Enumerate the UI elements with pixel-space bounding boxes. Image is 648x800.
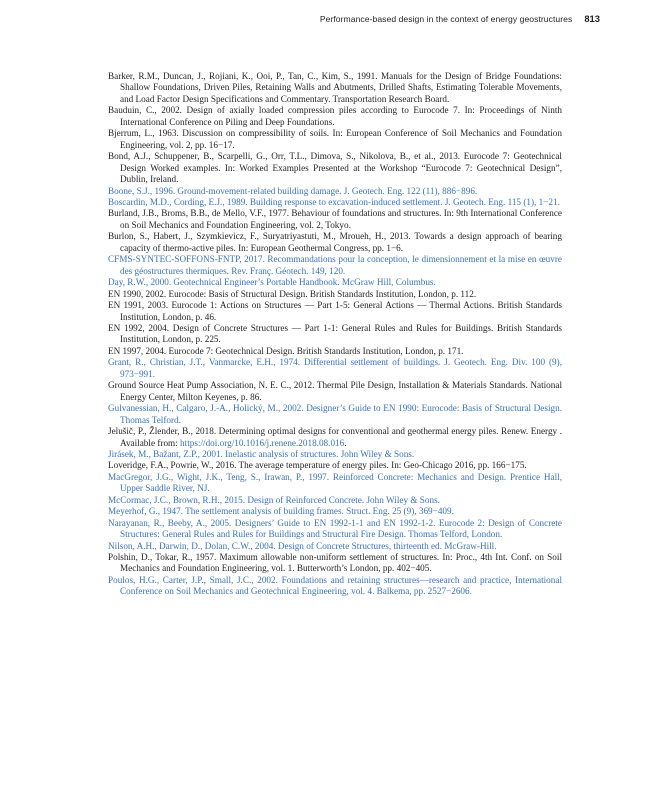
reference-text: Boone, S.J., 1996. Ground-movement-related building damage. J. Geotech. Eng. 122 (11), 886−896.	[108, 185, 478, 196]
running-header	[48, 13, 600, 24]
reference-item[interactable]	[108, 506, 562, 517]
doi-link[interactable]: https://doi.org/10.1016/j.renene.2018.08.016	[180, 437, 345, 448]
reference-item	[108, 289, 562, 300]
reference-item[interactable]	[108, 541, 562, 552]
reference-text: Meyerhof, G., 1947. The settlement analysis of building frames. Struct. Eng. 25 (9), 369−409.	[108, 506, 454, 517]
reference-text: Narayanan, R., Beeby, A., 2005. Designers’ Guide to EN 1992-1-1 and EN 1992-1-2. Eurocode 2: Design of Concrete Structures: General Rules and Rules for Buildings and Structural Fire Design. Thomas Telford, London.	[108, 517, 562, 540]
reference-text: Loveridge, F.A., Powrie, W., 2016. The average temperature of energy piles. In: Geo-Chicago 2016, pp. 166−175.	[108, 460, 527, 471]
reference-list	[108, 71, 562, 598]
reference-text: McCormac, J.C., Brown, R.H., 2015. Design of Reinforced Concrete. John Wiley & Sons.	[108, 494, 440, 505]
reference-item	[108, 231, 562, 254]
reference-item[interactable]	[108, 186, 562, 197]
reference-item[interactable]	[108, 254, 562, 277]
reference-text: Barker, R.M., Duncan, J., Rojiani, K., Ooi, P., Tan, C., Kim, S., 1991. Manuals for the Design of Bridge Foundations: Shallow Foundations, Driven Piles, Retaining Walls and Abutments, Drilled Shafts, Estimating Tolerable Movements, and Load Factor Design Specifications and Commentary. Transportation Research Board.	[108, 71, 562, 104]
reference-item[interactable]	[108, 449, 562, 460]
reference-item	[108, 380, 562, 403]
reference-text: Boscardin, M.D., Cording, E.J., 1989. Building response to excavation-induced settlement. J. Geotech. Eng. 115 (1), 1−21.	[108, 196, 560, 207]
reference-text: EN 1990, 2002. Eurocode: Basis of Structural Design. British Standards Institution, London, p. 112.	[108, 288, 477, 299]
reference-text: Day, R.W., 2000. Geotechnical Engineer’s Portable Handbook. McGraw Hill, Columbus.	[108, 277, 436, 288]
reference-item	[108, 151, 562, 185]
reference-text: EN 1997, 2004. Eurocode 7: Geotechnical Design. British Standards Institution, London, p. 171.	[108, 345, 464, 356]
reference-item	[108, 552, 562, 575]
reference-text: Bjerrum, L., 1963. Discussion on compressibility of soils. In: European Conference of Soil Mechanics and Foundation Engineering, vol. 2, pp. 16−17.	[108, 128, 562, 150]
reference-item	[108, 346, 562, 357]
reference-item	[108, 105, 562, 128]
reference-text: MacGregor, J.G., Wight, J.K., Teng, S., Irawan, P., 1997. Reinforced Concrete: Mechanics and Design. Prentice Hall, Upper Saddle River, NJ.	[108, 471, 562, 494]
reference-text: Gulvanessian, H., Calgaro, J.-A., Holický, M., 2002. Designer’s Guide to EN 1990: Eurocode: Basis of Structural Design. Thomas Telford.	[108, 403, 562, 425]
reference-item[interactable]	[108, 403, 562, 426]
reference-item[interactable]	[108, 357, 562, 380]
reference-text: Burland, J.B., Broms, B.B., de Mello, V.F., 1977. Behaviour of foundations and structures. In: 9th International Conference on Soil Mechanics and Foundation Engineering, vol. 2, Tokyo.	[108, 208, 562, 230]
reference-item	[108, 460, 562, 471]
reference-text: EN 1992, 2004. Design of Concrete Structures — Part 1-1: General Rules and Rules for Buildings. British Standards Institution, London, p. 225.	[108, 322, 562, 345]
reference-text: Poulos, H.G., Carter, J.P., Small, J.C., 2002. Foundations and retaining structures—research and practice, International Conference on Soil Mechanics and Geotechnical Engineering, vol. 4. Balkema, pp. 2527−2606.	[108, 574, 562, 597]
reference-text: Burlon, S., Habert, J., Szymkievicz, F., Suryatriyastuti, M., Mroueh, H., 2013. Towards a design approach of bearing capacity of thermo-active piles. In: European Geothermal Congress, pp. 1−6.	[108, 231, 562, 253]
reference-text: Bond, A.J., Schuppener, B., Scarpelli, G., Orr, T.L., Dimova, S., Nikolova, B., et al., 2013. Eurocode 7: Geotechnical Design Worked examples. In: Worked Examples Presented at the Workshop “Eurocode 7: Geotechnical Design”, Dublin, Ireland.	[108, 151, 562, 185]
reference-item	[108, 208, 562, 231]
reference-item[interactable]	[108, 197, 562, 208]
reference-text: Bauduin, C., 2002. Design of axially loaded compression piles according to Eurocode 7. In: Proceedings of Ninth International Conference on Piling and Deep Foundations.	[108, 105, 562, 127]
reference-item	[108, 300, 562, 323]
reference-text: CFMS-SYNTEC-SOFFONS-FNTP, 2017. Recommandations pour la conception, le dimensionnement et la mise en œuvre des géostructures thermiques. Rev. Franç. Géotech. 149, 120.	[108, 254, 562, 276]
reference-item	[108, 128, 562, 151]
reference-text: Grant, R., Christian, J.T., Vanmarcke, E.H., 1974. Differential settlement of buildings. J. Geotech. Eng. Div. 100 (9), 973−991.	[108, 357, 562, 379]
reference-tail: .	[344, 437, 347, 448]
reference-item[interactable]	[108, 518, 562, 541]
reference-text: Jirásek, M., Bažant, Z.P., 2001. Inelastic analysis of structures. John Wiley & Sons.	[108, 448, 415, 459]
reference-item	[108, 323, 562, 346]
reference-item	[108, 426, 562, 449]
reference-text: Polshin, D., Tokar, R., 1957. Maximum allowable non-uniform settlement of structures. In: Proc., 4th Int. Conf. on Soil Mechanics and Foundation Engineering, vol. 1. Butterworth’s London, pp. 402−405.	[108, 552, 562, 574]
reference-item[interactable]	[108, 575, 562, 598]
reference-item[interactable]	[108, 472, 562, 495]
reference-text: Nilson, A.H., Darwin, D., Dolan, C.W., 2004. Design of Concrete Structures, thirteenth ed. McGraw-Hill.	[108, 540, 497, 551]
reference-text: EN 1991, 2003. Eurocode 1: Actions on Structures — Part 1-5: General Actions — Thermal Actions. British Standards Institution, London, p. 46.	[108, 300, 562, 322]
reference-item[interactable]	[108, 277, 562, 288]
page-number: 813	[584, 13, 600, 24]
running-title: Performance-based design in the context of energy geostructures	[319, 14, 573, 24]
reference-text: Ground Source Heat Pump Association, N. E. C., 2012. Thermal Pile Design, Installation & Materials Standards. National Energy Center, Milton Keyenes, p. 86.	[108, 380, 562, 402]
reference-item	[108, 71, 562, 105]
reference-item[interactable]	[108, 495, 562, 506]
reference-text: Jelušič, P., Žlender, B., 2018. Determining optimal designs for conventional and geothermal energy piles. Renew. Energy . Available from:	[108, 426, 562, 448]
